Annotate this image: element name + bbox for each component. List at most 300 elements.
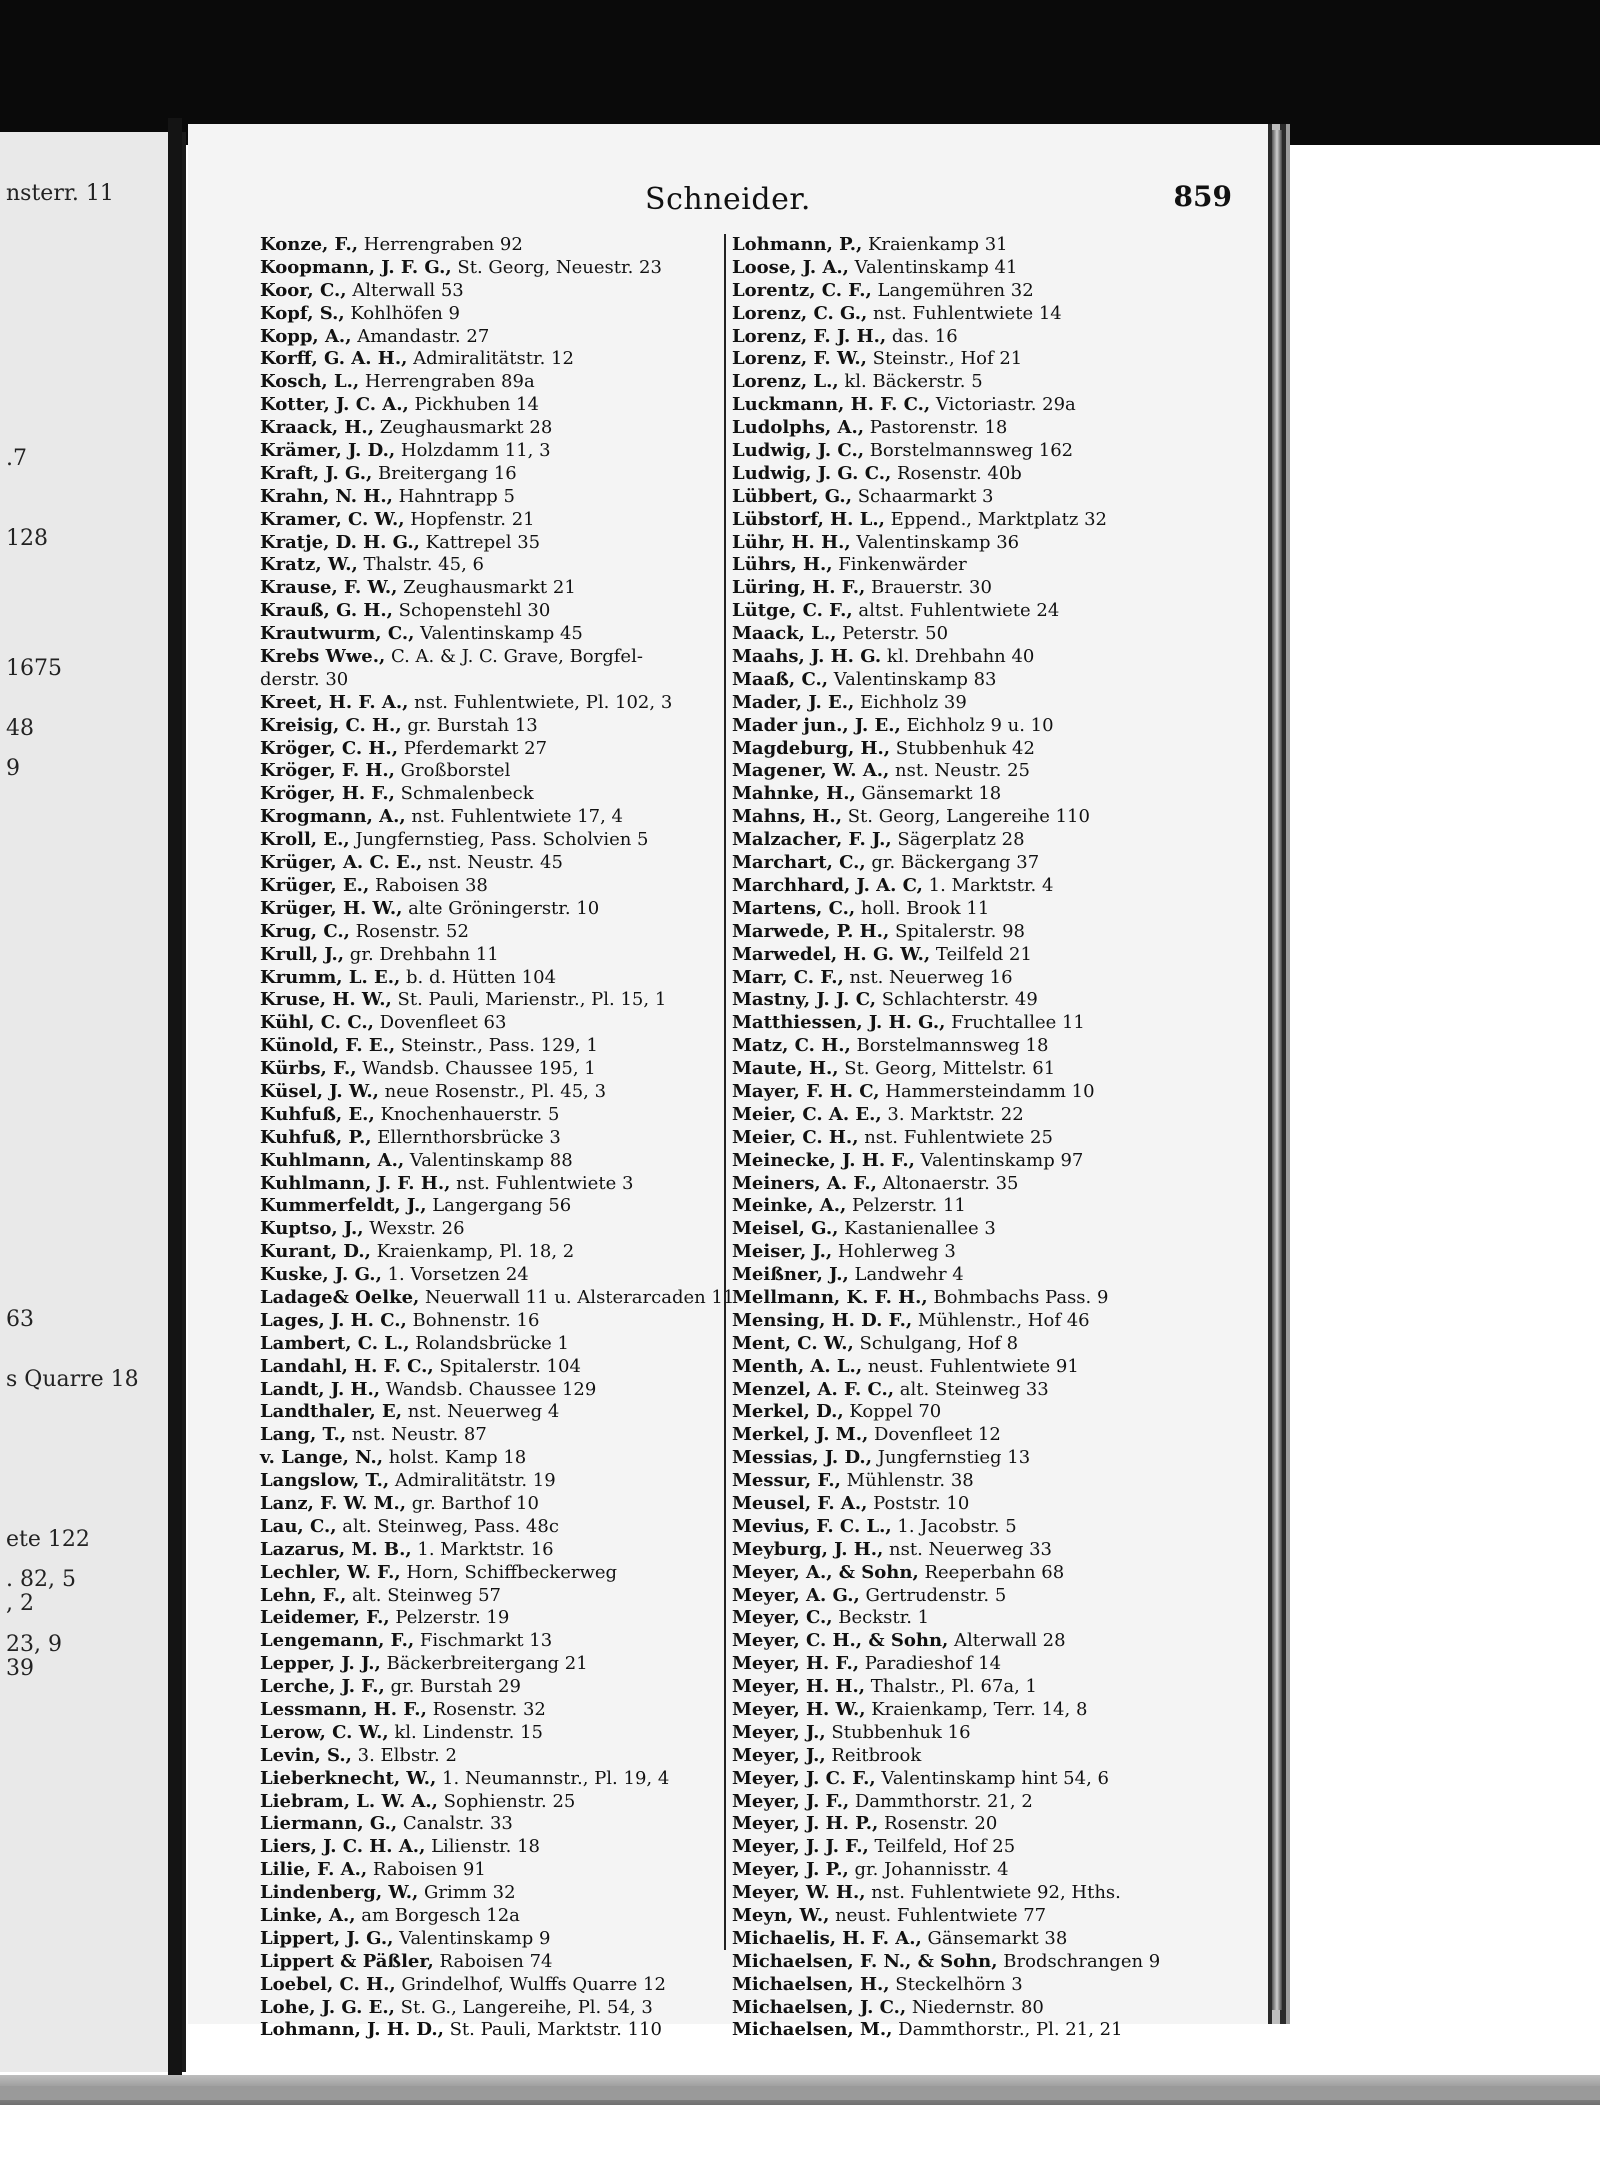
left-page-text: 23, 9 <box>6 1632 62 1657</box>
entry-address: Rosenstr. 40b <box>891 462 1022 484</box>
entry-name: Meusel, F. A., <box>732 1492 868 1514</box>
entry-address: Rolandsbrücke 1 <box>409 1332 569 1354</box>
entry-address: Knochenhauerstr. 5 <box>374 1103 560 1125</box>
directory-entry <box>260 600 726 623</box>
entry-name: Krautwurm, C., <box>260 623 415 645</box>
entry-address: Schopenstehl 30 <box>392 600 551 622</box>
entry-address: Langergang 56 <box>426 1195 572 1217</box>
directory-entry <box>260 1859 726 1882</box>
entry-name: Merkel, J. M., <box>732 1424 869 1446</box>
entry-address: nst. Fuhlentwiete 25 <box>858 1126 1053 1148</box>
entry-address: Schlachterstr. 49 <box>875 989 1038 1011</box>
entry-address: Poststr. 10 <box>867 1492 970 1514</box>
entry-name: Kuske, J. G., <box>260 1264 382 1286</box>
entry-name: Meyer, W. H., <box>732 1882 866 1904</box>
directory-entry <box>732 554 1198 577</box>
left-page-text: 128 <box>6 526 48 551</box>
directory-entry <box>732 875 1198 898</box>
entry-name: Meyn, W., <box>732 1905 830 1927</box>
entry-name: Lanz, F. W. M., <box>260 1492 407 1514</box>
directory-entry <box>260 417 726 440</box>
entry-address: Breitergang 16 <box>372 462 517 484</box>
entry-name: Matz, C. H., <box>732 1035 851 1057</box>
entry-name: Mastny, J. J. C, <box>732 989 876 1011</box>
entry-name: Kurant, D., <box>260 1241 371 1263</box>
left-page-text: . 82, 5 <box>6 1567 76 1592</box>
entry-name: Mellmann, K. F. H., <box>732 1286 928 1308</box>
entry-name: Kuhfuß, P., <box>260 1126 372 1148</box>
left-page-text: ete 122 <box>6 1527 90 1552</box>
entry-name: Landthaler, E, <box>260 1401 403 1423</box>
directory-entry <box>732 1653 1198 1676</box>
entry-name: Lippert, J. G., <box>260 1927 394 1949</box>
entry-address: Steinstr., Hof 21 <box>866 348 1023 370</box>
entry-address: Paradieshof 14 <box>859 1653 1002 1675</box>
entry-address: Brodschrangen 9 <box>997 1950 1161 1972</box>
entry-address: Hahntrapp 5 <box>392 485 515 507</box>
entry-address: Valentinskamp 97 <box>914 1149 1084 1171</box>
entry-address: gr. Drehbahn 11 <box>344 943 499 965</box>
entry-address: Raboisen 38 <box>369 874 488 896</box>
directory-entry <box>260 852 726 875</box>
entry-address: Eichholz 9 u. 10 <box>900 714 1054 736</box>
entry-address: gr. Burstah 29 <box>384 1676 521 1698</box>
entry-name: Kramer, C. W., <box>260 508 405 530</box>
entry-name: Kuhlmann, A., <box>260 1149 405 1171</box>
entry-address: gr. Bäckergang 37 <box>865 852 1040 874</box>
entry-address: alt. Steinweg 57 <box>346 1584 501 1606</box>
entry-name: Loebel, C. H., <box>260 1973 396 1995</box>
entry-name: Messur, F., <box>732 1470 841 1492</box>
entry-address: Pferdemarkt 27 <box>397 737 548 759</box>
entry-address: nst. Neustr. 25 <box>889 760 1030 782</box>
entry-address: Teilfeld, Hof 25 <box>868 1836 1016 1858</box>
directory-entry <box>260 257 726 280</box>
entry-address: Niedernstr. 80 <box>906 1996 1044 2018</box>
directory-entry <box>732 623 1198 646</box>
directory-entry <box>260 280 726 303</box>
entry-address: Sophienstr. 25 <box>437 1790 576 1812</box>
entry-address: Steckelhörn 3 <box>889 1973 1023 1995</box>
entry-address: Raboisen 91 <box>367 1859 486 1881</box>
entry-address: neust. Fuhlentwiete 77 <box>829 1905 1047 1927</box>
directory-entry <box>260 1310 726 1333</box>
directory-entry <box>732 852 1198 875</box>
directory-entry <box>260 1791 726 1814</box>
directory-entry <box>732 234 1198 257</box>
entry-name: Maaß, C., <box>732 668 829 690</box>
entry-name: Michaelsen, J. C., <box>732 1996 907 2018</box>
entry-name: Kröger, H. F., <box>260 783 395 805</box>
entry-name: Lilie, F. A., <box>260 1859 368 1881</box>
page-edge <box>1272 130 1282 2010</box>
entry-address: Grimm 32 <box>418 1882 516 1904</box>
entry-name: Meinecke, J. H. F., <box>732 1149 915 1171</box>
directory-entry <box>260 532 726 555</box>
entry-address: Spitalerstr. 98 <box>889 920 1025 942</box>
entry-address: derstr. 30 <box>260 668 349 690</box>
entry-name: Kopf, S., <box>260 302 345 324</box>
directory-entry <box>260 783 726 806</box>
entry-address: gr. Johannisstr. 4 <box>848 1859 1009 1881</box>
entry-name: Meyer, J. C. F., <box>732 1767 876 1789</box>
entry-name: Kröger, F. H., <box>260 760 395 782</box>
entry-address: Kattrepel 35 <box>419 531 541 553</box>
entry-address: Reeperbahn 68 <box>918 1561 1065 1583</box>
directory-entry <box>260 1699 726 1722</box>
directory-entry <box>732 1676 1198 1699</box>
entry-address: Schaarmarkt 3 <box>851 485 994 507</box>
directory-entry <box>732 348 1198 371</box>
entry-name: Levin, S., <box>260 1744 352 1766</box>
entry-name: Loose, J. A., <box>732 256 849 278</box>
entry-name: Kraft, J. G., <box>260 462 373 484</box>
entry-address: 1. Vorsetzen 24 <box>381 1264 529 1286</box>
entry-name: Meyer, J., <box>732 1744 826 1766</box>
directory-entry <box>260 1127 726 1150</box>
directory-entry <box>260 738 726 761</box>
directory-entry <box>260 989 726 1012</box>
entry-name: Liermann, G., <box>260 1813 398 1835</box>
directory-entry <box>260 371 726 394</box>
directory-entry <box>260 1286 735 1310</box>
entry-address: Pickhuben 14 <box>408 394 539 416</box>
left-page-text: s Quarre 18 <box>6 1367 139 1392</box>
directory-entry <box>732 1516 1198 1539</box>
directory-entry <box>732 1173 1198 1196</box>
entry-name: Lüring, H. F., <box>732 577 866 599</box>
entry-name: Meiners, A. F., <box>732 1172 877 1194</box>
entry-name: Meyer, H. F., <box>732 1653 860 1675</box>
directory-entry <box>732 532 1198 555</box>
directory-entry <box>260 1104 726 1127</box>
entry-name: Meier, C. H., <box>732 1126 859 1148</box>
entry-name: Meyer, J. P., <box>732 1859 849 1881</box>
page-number: 859 <box>1173 180 1232 213</box>
entry-name: Krahn, N. H., <box>260 485 393 507</box>
directory-entry <box>732 303 1198 326</box>
entry-address: Kraienkamp 31 <box>862 234 1008 255</box>
entry-address: holl. Brook 11 <box>855 897 990 919</box>
entry-address: Admiralitätstr. 19 <box>389 1470 556 1492</box>
entry-address: Holzdamm 11, 3 <box>395 440 551 462</box>
entry-address: Thalstr., Pl. 67a, 1 <box>865 1676 1037 1698</box>
entry-address: Stubbenhuk 16 <box>825 1721 971 1743</box>
entry-address: Valentinskamp 41 <box>848 256 1018 278</box>
page-title: Schneider. <box>645 182 811 217</box>
entry-name: Lehn, F., <box>260 1584 347 1606</box>
entry-address: Wandsb. Chaussee 195, 1 <box>356 1058 596 1080</box>
entry-address: Dovenfleet 12 <box>868 1424 1001 1446</box>
entry-name: Lorenz, F. W., <box>732 348 867 370</box>
left-page-text: .7 <box>6 446 27 471</box>
entry-name: Merkel, D., <box>732 1401 844 1423</box>
directory-entry <box>732 1104 1198 1127</box>
directory-entry <box>732 440 1198 463</box>
directory-entry <box>260 1241 726 1264</box>
entry-name: Kreet, H. F. A., <box>260 691 409 713</box>
directory-entry <box>732 783 1198 806</box>
entry-address: Canalstr. 33 <box>397 1813 513 1835</box>
directory-entry <box>260 1585 726 1608</box>
entry-name: Kratz, W., <box>260 554 358 576</box>
directory-entry <box>260 1058 726 1081</box>
entry-name: Meyer, J., <box>732 1721 826 1743</box>
left-page-text: 9 <box>6 756 20 781</box>
left-page-text: nsterr. 11 <box>6 181 114 206</box>
entry-address: b. d. Hütten 104 <box>400 966 557 988</box>
entry-name: Kraack, H., <box>260 417 374 439</box>
entry-address: Zeughausmarkt 21 <box>397 577 576 599</box>
entry-name: Michaelsen, M., <box>732 2019 893 2041</box>
entry-name: Menzel, A. F. C., <box>732 1378 895 1400</box>
entry-address: Finkenwärder <box>832 554 967 576</box>
directory-entry <box>732 1928 1198 1951</box>
entry-name: Magdeburg, H., <box>732 737 891 759</box>
directory-entry <box>732 1630 1198 1653</box>
entry-name: Krämer, J. D., <box>260 440 396 462</box>
left-page-text: 48 <box>6 716 34 741</box>
entry-name: Lorentz, C. F., <box>732 279 872 301</box>
entry-name: Leidemer, F., <box>260 1607 390 1629</box>
directory-entry <box>732 1768 1198 1791</box>
entry-address: Rosenstr. 32 <box>426 1699 546 1720</box>
directory-entry <box>260 1012 726 1035</box>
entry-name: Kühl, C. C., <box>260 1012 374 1034</box>
entry-name: Mahnke, H., <box>732 783 856 805</box>
entry-address: Pelzerstr. 19 <box>389 1607 510 1629</box>
entry-address: Alterwall 28 <box>948 1630 1066 1652</box>
entry-address: Dammthorstr. 21, 2 <box>849 1790 1033 1812</box>
entry-name: Meyburg, J. H., <box>732 1538 884 1560</box>
directory-entry <box>732 463 1198 486</box>
directory-entry <box>260 1951 726 1974</box>
directory-entry <box>732 1882 1198 1905</box>
entry-address: Wandsb. Chaussee 129 <box>380 1378 597 1400</box>
entry-name: Kuptso, J., <box>260 1218 364 1240</box>
entry-address: Eichholz 39 <box>854 691 967 713</box>
directory-entry <box>732 1470 1198 1493</box>
entry-name: Kuhfuß, E., <box>260 1103 375 1125</box>
directory-entry <box>732 1424 1198 1447</box>
entry-name: Mevius, F. C. L., <box>732 1515 892 1537</box>
entry-name: Lohmann, J. H. D., <box>260 2019 444 2041</box>
directory-entry <box>732 577 1198 600</box>
directory-entry <box>732 1745 1198 1768</box>
entry-address: Landwehr 4 <box>848 1264 964 1286</box>
directory-entry <box>260 623 726 646</box>
entry-name: Ladage& Oelke, <box>260 1286 420 1308</box>
directory-entry <box>732 1310 1198 1333</box>
directory-entry <box>732 1081 1198 1104</box>
entry-address: Bäckerbreitergang 21 <box>380 1653 588 1675</box>
directory-entry <box>732 371 1198 394</box>
directory-entry <box>732 760 1198 783</box>
directory-entry <box>732 1195 1198 1218</box>
left-page-text: 39 <box>6 1656 34 1681</box>
directory-entry <box>732 989 1198 1012</box>
entry-address: St. Georg, Neuestr. 23 <box>451 256 662 278</box>
directory-entry <box>260 1630 726 1653</box>
left-page-text: 63 <box>6 1307 34 1332</box>
entry-name: Lazarus, M. B., <box>260 1538 412 1560</box>
directory-entry <box>260 394 726 417</box>
entry-address: neust. Fuhlentwiete 91 <box>862 1355 1079 1377</box>
entry-address: Alterwall 53 <box>346 279 464 301</box>
directory-entry <box>732 1562 1198 1585</box>
entry-address: Koppel 70 <box>843 1401 942 1423</box>
entry-address: alt. Steinweg 33 <box>894 1378 1049 1400</box>
entry-address: Admiralitätstr. 12 <box>407 348 574 370</box>
entry-address: Pastorenstr. 18 <box>864 417 1008 439</box>
entry-address: Lilienstr. 18 <box>425 1836 540 1858</box>
entry-address: nst. Neuerweg 16 <box>843 966 1013 988</box>
directory-entry <box>260 646 726 669</box>
directory-entry <box>732 921 1198 944</box>
entry-name: Kuhlmann, J. F. H., <box>260 1172 451 1194</box>
entry-name: Mayer, F. H. C, <box>732 1080 880 1102</box>
entry-address: Fruchtallee 11 <box>945 1012 1085 1034</box>
directory-entry <box>732 1585 1198 1608</box>
directory-entry <box>732 715 1198 738</box>
entry-name: Magener, W. A., <box>732 760 890 782</box>
directory-entry <box>260 1218 726 1241</box>
entry-name: Michaelsen, H., <box>732 1973 890 1995</box>
entry-name: Krebs Wwe., <box>260 646 386 668</box>
entry-name: Mahns, H., <box>732 806 842 828</box>
entry-name: Liers, J. C. H. A., <box>260 1836 426 1858</box>
directory-entry <box>260 1493 726 1516</box>
entry-name: Lang, T., <box>260 1424 347 1446</box>
directory-entry <box>732 1401 1198 1424</box>
directory-entry <box>260 715 726 738</box>
entry-address: 1. Marktstr. 16 <box>411 1538 554 1560</box>
directory-entry <box>732 509 1198 532</box>
directory-entry <box>732 417 1198 440</box>
entry-address: Kastanienallee 3 <box>838 1218 996 1240</box>
entry-name: Langslow, T., <box>260 1470 390 1492</box>
entry-name: Lippert & Päßler, <box>260 1950 434 1972</box>
entry-address: nst. Neuerweg 33 <box>883 1538 1053 1560</box>
left-page-fragment <box>0 132 186 2072</box>
directory-entry <box>732 738 1198 761</box>
directory-entry <box>732 2019 1198 2042</box>
directory-entry <box>260 1081 726 1104</box>
book-spine <box>168 118 182 2088</box>
entry-address: Schulgang, Hof 8 <box>853 1332 1019 1354</box>
entry-name: Lohe, J. G. E., <box>260 1996 395 2018</box>
directory-entry <box>732 1287 1198 1310</box>
entry-address: Steinstr., Pass. 129, 1 <box>395 1035 598 1057</box>
entry-name: Künold, F. E., <box>260 1035 396 1057</box>
entry-name: Konze, F., <box>260 234 359 255</box>
left-page-text: 1675 <box>6 656 62 681</box>
entry-name: Kummerfeldt, J., <box>260 1195 427 1217</box>
entry-name: Ludwig, J. G. C., <box>732 462 892 484</box>
entry-address: Bohmbachs Pass. 9 <box>927 1286 1109 1308</box>
entry-name: Maute, H., <box>732 1058 839 1080</box>
directory-entry <box>260 898 726 921</box>
directory-entry <box>260 692 726 715</box>
entry-name: Lerche, J. F., <box>260 1676 385 1698</box>
entry-name: Lührs, H., <box>732 554 833 576</box>
entry-address: Borstelmannsweg 18 <box>850 1035 1049 1057</box>
entry-name: Meier, C. A. E., <box>732 1103 882 1125</box>
entry-name: Lorenz, L., <box>732 371 839 393</box>
entry-name: Marchhard, J. A. C, <box>732 874 923 896</box>
entry-address: Herrengraben 92 <box>358 234 523 255</box>
directory-entry <box>260 1539 726 1562</box>
directory-entry <box>260 1333 726 1356</box>
right-column <box>724 234 1198 2041</box>
entry-address: Kraienkamp, Pl. 18, 2 <box>370 1241 575 1263</box>
directory-entry <box>732 1607 1198 1630</box>
entry-address: nst. Neuerweg 4 <box>402 1401 560 1423</box>
entry-name: Marchart, C., <box>732 852 866 874</box>
entry-address: Pelzerstr. 11 <box>846 1195 966 1217</box>
entry-address: Victoriastr. 29a <box>930 394 1076 416</box>
directory-entry <box>260 1836 726 1859</box>
left-page-text: , 2 <box>6 1591 34 1616</box>
entry-name: Messias, J. D., <box>732 1447 872 1469</box>
entry-address: nst. Neustr. 87 <box>346 1424 487 1446</box>
entry-address: Jungfernstieg 13 <box>871 1447 1031 1469</box>
entry-address: nst. Fuhlentwiete 92, Hths. <box>865 1882 1121 1904</box>
entry-name: Meyer, C. H., & Sohn, <box>732 1630 949 1652</box>
directory-entry <box>260 1562 726 1585</box>
directory-entry <box>732 898 1198 921</box>
directory-entry <box>732 1539 1198 1562</box>
entry-name: v. Lange, N., <box>260 1447 383 1469</box>
entry-name: Ludwig, J. C., <box>732 440 864 462</box>
directory-entry <box>260 326 726 349</box>
entry-address: nst. Fuhlentwiete 17, 4 <box>405 806 624 828</box>
directory-entry <box>260 1607 726 1630</box>
directory-entry <box>260 921 726 944</box>
entry-name: Meiser, J., <box>732 1241 833 1263</box>
directory-entry <box>260 1997 726 2020</box>
entry-name: Korff, G. A. H., <box>260 348 408 370</box>
directory-entry <box>732 1493 1198 1516</box>
directory-entry <box>260 967 726 990</box>
directory-entry <box>732 486 1198 509</box>
entry-name: Lorenz, C. G., <box>732 302 868 324</box>
entry-address: Rosenstr. 52 <box>349 920 469 942</box>
entry-address: Altonaerstr. 35 <box>876 1172 1019 1194</box>
directory-entry <box>732 1722 1198 1745</box>
entry-address: neue Rosenstr., Pl. 45, 3 <box>378 1080 607 1102</box>
directory-page <box>188 124 1272 2041</box>
directory-entry <box>732 280 1198 303</box>
directory-entry <box>260 1722 726 1745</box>
directory-entry <box>260 440 726 463</box>
entry-address: St. Pauli, Marienstr., Pl. 15, 1 <box>391 989 667 1011</box>
entry-name: Lechler, W. F., <box>260 1561 401 1583</box>
entry-address: gr. Burstah 13 <box>401 714 538 736</box>
directory-entry <box>260 806 726 829</box>
directory-entry <box>732 646 1198 669</box>
directory-entry <box>260 1905 726 1928</box>
entry-name: Lorenz, F. J. H., <box>732 325 887 347</box>
entry-name: Meisel, G., <box>732 1218 839 1240</box>
entry-address: gr. Barthof 10 <box>406 1492 539 1514</box>
directory-entry <box>732 1356 1198 1379</box>
directory-entry <box>260 1150 726 1173</box>
entry-address: altst. Fuhlentwiete 24 <box>852 600 1060 622</box>
entry-name: Meyer, H. H., <box>732 1676 866 1698</box>
directory-entry <box>260 1676 726 1699</box>
directory-entry <box>732 1333 1198 1356</box>
